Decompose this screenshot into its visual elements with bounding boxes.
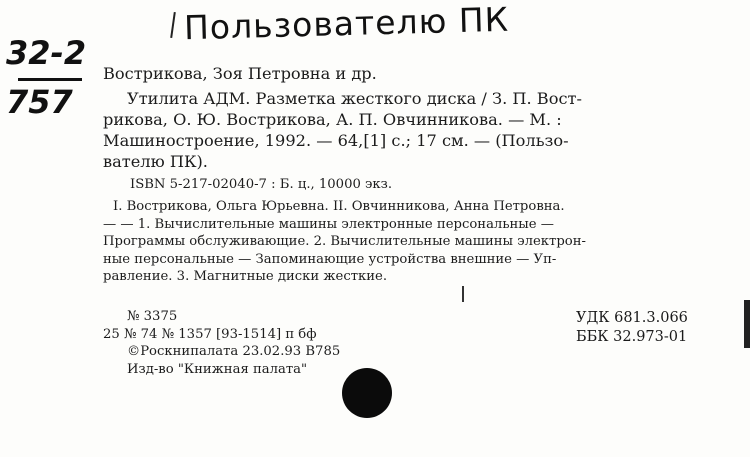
shelf-mark <box>6 34 96 121</box>
tracing-line: — — 1. Вычислительные машины электронные персональные — <box>103 216 554 232</box>
shelf-mark-rule <box>18 78 82 81</box>
footer-left <box>103 308 340 378</box>
tracing-line: I. Вострикова, Ольга Юрьевна. II. Овчинникова, Анна Петровна. <box>113 199 565 214</box>
description-line: вателю ПК). <box>103 152 208 171</box>
entry-heading: Вострикова, Зоя Петровна и др. <box>103 64 377 83</box>
description-line: рикова, О. Ю. Вострикова, А. П. Овчинникова. — М. : <box>103 110 562 129</box>
entry-description <box>103 88 688 172</box>
punch-hole <box>342 368 392 418</box>
description-line: Машиностроение, 1992. — 64,[1] с.; 17 см. — (Пользо- <box>103 131 569 150</box>
handwritten-series-note: Пользователю ПК <box>183 0 510 48</box>
stray-mark <box>462 286 464 302</box>
udk-code: УДК 681.3.066 <box>576 310 688 326</box>
footer-left-line: Изд-во "Книжная палата" <box>127 361 308 377</box>
tracing-line: Программы обслуживающие. 2. Вычислительные машины электрон- <box>103 234 586 249</box>
footer-left-line: ©Роскнипалата 23.02.93 В785 <box>127 344 341 359</box>
tracing-line: равление. 3. Магнитные диски жесткие. <box>103 269 388 284</box>
entry-tracings <box>103 198 586 286</box>
footer-left-line: 25 № 74 № 1357 [93-1514] п бф <box>103 326 317 342</box>
card-edge-mark <box>744 300 750 348</box>
isbn-line: ISBN 5-217-02040-7 : Б. ц., 10000 экз. <box>130 177 393 192</box>
handwritten-tick-mark <box>170 12 176 38</box>
shelf-mark-bottom: 757 <box>6 83 73 121</box>
footer-left-line: № 3375 <box>127 309 178 324</box>
tracing-line: ные персональные — Запоминающие устройства внешние — Уп- <box>103 251 557 267</box>
bbk-code: ББК 32.973-01 <box>576 329 688 345</box>
shelf-mark-top: 32-2 <box>6 34 87 72</box>
footer-right <box>576 309 688 347</box>
description-line: Утилита АДМ. Разметка жесткого диска / З. П. Вост- <box>127 89 582 108</box>
